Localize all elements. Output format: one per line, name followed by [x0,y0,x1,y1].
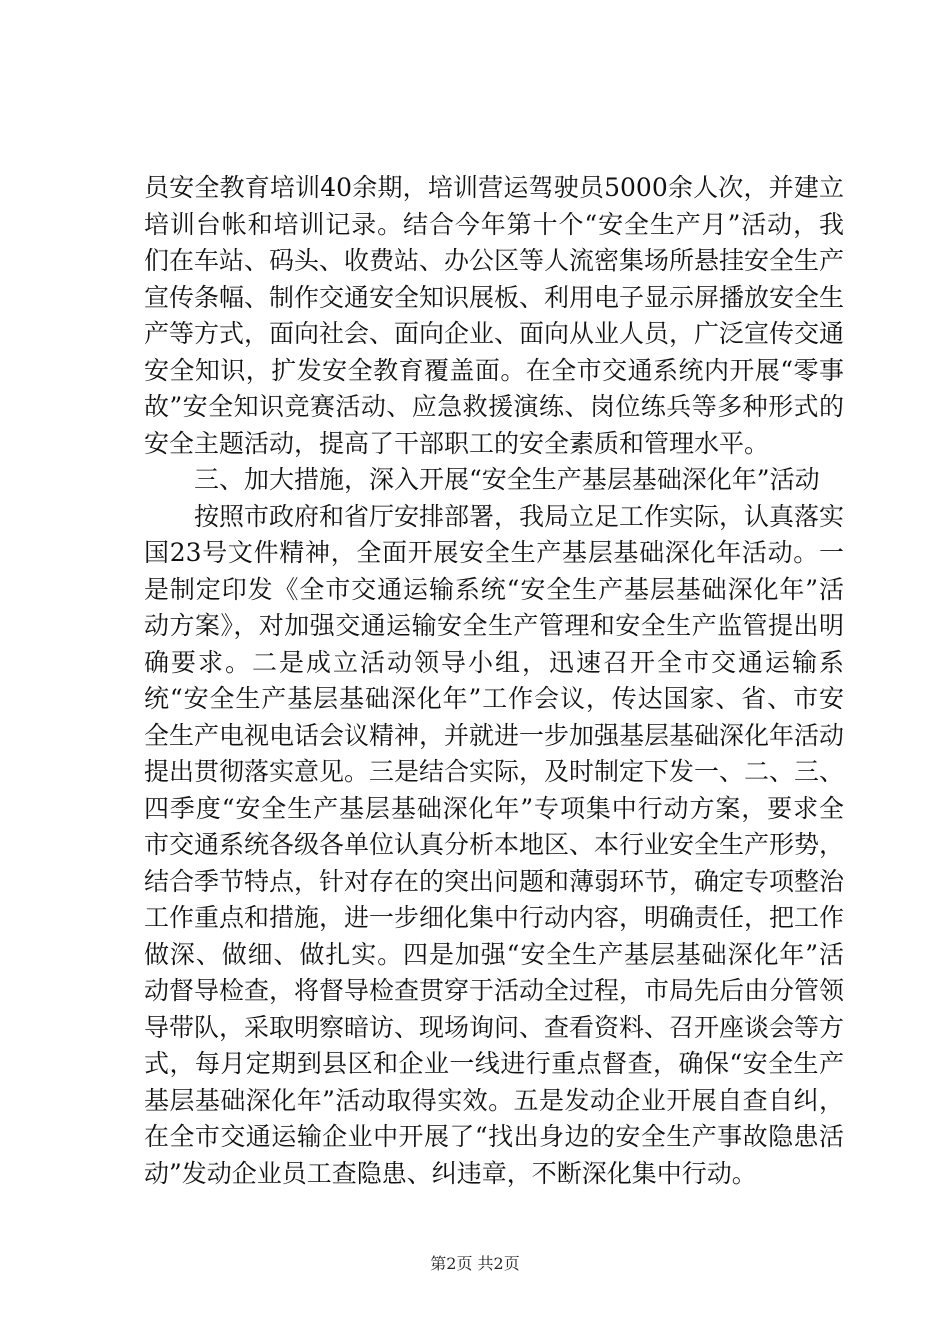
document-body [144,170,844,1192]
page-number-footer: 第2页 共2页 [430,1254,520,1273]
section-heading: 三、加大措施，深入开展“安全生产基层基础深化年”活动 [194,465,820,494]
section-paragraph: 按照市政府和省厅安排部署，我局立足工作实际，认真落实国23号文件精神，全面开展安全生产基层基础深化年活动。一是制定印发《全市交通运输系统“安全生产基层基础深化年”活动方案》，对加强交通运输安全生产管理和安全生产监管提出明确要求。二是成立活动领导小组，迅速召开全市交通运输系统“安全生产基层基础深化年”工作会议，传达国家、省、市安全生产电视电话会议精神，并就进一步加强基层基础深化年活动提出贯彻落实意见。三是结合实际，及时制定下发一、二、三、四季度“安全生产基层基础深化年”专项集中行动方案，要求全市交通系统各级各单位认真分析本地区、本行业安全生产形势，结合季节特点，针对存在的突出问题和薄弱环节，确定专项整治工作重点和措施，进一步细化集中行动内容，明确责任，把工作做深、做细、做扎实。四是加强“安全生产基层基础深化年”活动督导检查，将督导检查贯穿于活动全过程，市局先后由分管领导带队，采取明察暗访、现场询问、查看资料、召开座谈会等方式，每月定期到县区和企业一线进行重点督查，确保“安全生产基层基础深化年”活动取得实效。五是发动企业开展自查自纠，在全市交通运输企业中开展了“找出身边的安全生产事故隐患活动”发动企业员工查隐患、纠违章，不断深化集中行动。 [144,501,845,1188]
continuation-paragraph: 员安全教育培训40余期，培训营运驾驶员5000余人次，并建立培训台帐和培训记录。结合今年第十个“安全生产月”活动，我们在车站、码头、收费站、办公区等人流密集场所悬挂安全生产宣传条幅、制作交通安全知识展板、利用电子显示屏播放安全生产等方式，面向社会、面向企业、面向从业人员，广泛宣传交通安全知识，扩发安全教育覆盖面。在全市交通系统内开展“零事故”安全知识竞赛活动、应急救援演练、岗位练兵等多种形式的安全主题活动，提高了干部职工的安全素质和管理水平。 [144,173,845,458]
